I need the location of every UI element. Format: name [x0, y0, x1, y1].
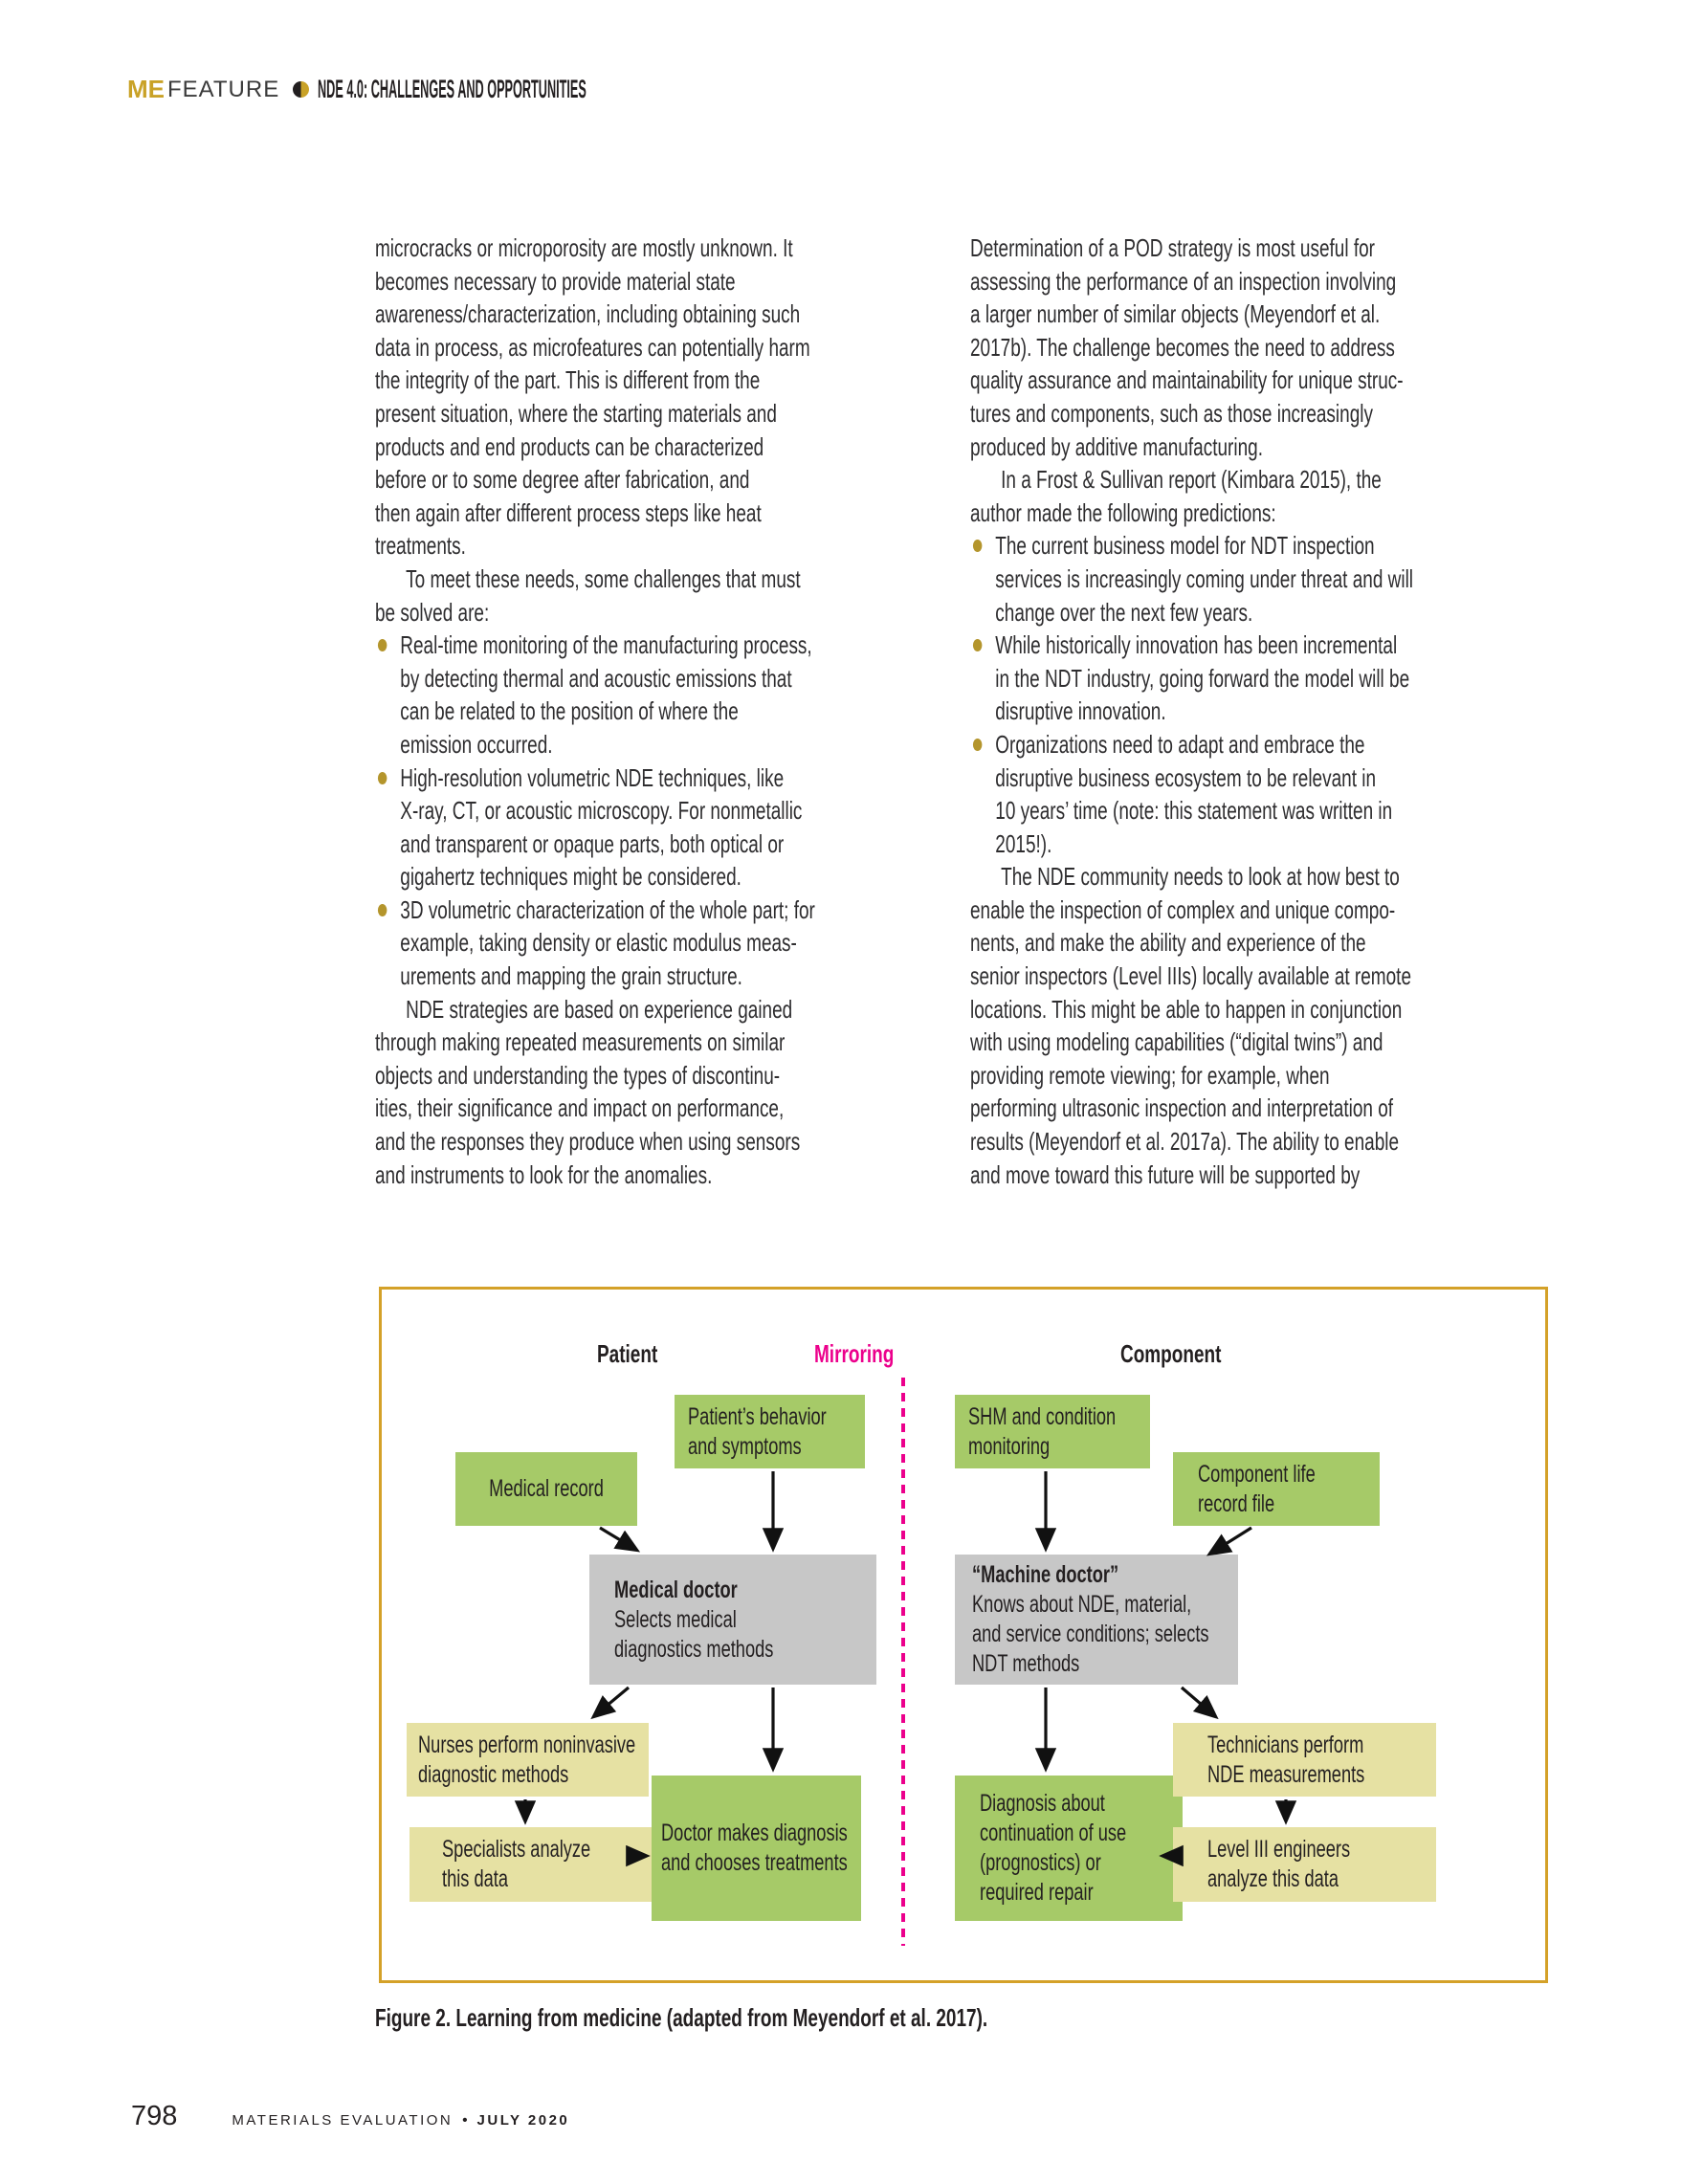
box-technicians	[1173, 1723, 1436, 1797]
half-circle-icon	[293, 81, 309, 98]
text-line: tures and components, such as those increasingly	[970, 398, 1373, 428]
bullet-item	[375, 893, 1045, 993]
paragraph	[970, 463, 1640, 529]
bullet-item	[970, 529, 1640, 629]
bullet-icon	[973, 739, 982, 751]
text-line: X-ray, CT, or acoustic microscopy. For nonmetallic	[400, 796, 803, 826]
text-line: with using modeling capabilities (“digital twins”) and	[970, 1027, 1383, 1057]
text-line: and transparent or opaque parts, both optical or	[400, 828, 785, 858]
text-line: quality assurance and maintainability for unique struc-	[970, 365, 1404, 395]
bullet-icon	[973, 540, 982, 552]
text-line: (prognostics) or	[980, 1849, 1101, 1876]
text-line: SHM and condition	[968, 1402, 1117, 1430]
text-line: senior inspectors (Level IIIs) locally available at remote	[970, 961, 1412, 991]
figure-caption: Figure 2. Learning from medicine (adapted from Meyendorf et al. 2017).	[375, 2003, 988, 2032]
text-line: becomes necessary to provide material state	[375, 266, 736, 296]
feature-logo-text: FEATURE	[167, 76, 280, 102]
box-prognosis-diagnosis	[955, 1776, 1183, 1921]
text-line: Technicians perform	[1207, 1731, 1364, 1758]
bullet-item	[970, 629, 1640, 728]
bullet-icon	[973, 639, 982, 651]
box-nurses	[407, 1723, 649, 1797]
box-shm-monitoring	[955, 1395, 1150, 1468]
text-line: through making repeated measurements on similar	[375, 1027, 786, 1057]
arrow	[600, 1528, 636, 1550]
text-line: be solved are:	[375, 597, 490, 627]
box-level-iii-engineers	[1173, 1827, 1436, 1902]
text-line: Selects medical	[614, 1605, 737, 1633]
text-line: nents, and make the ability and experience of the	[970, 928, 1366, 958]
text-line: Determination of a POD strategy is most useful for	[970, 233, 1376, 262]
box-medical-record	[455, 1452, 637, 1526]
text-line: example, taking density or elastic modulus meas-	[400, 928, 797, 958]
text-line: services is increasingly coming under threat and will	[995, 563, 1414, 593]
box-specialists	[409, 1827, 670, 1902]
text-line: data in process, as microfeatures can potentially harm	[375, 332, 810, 362]
text-line: can be related to the position of where the	[400, 696, 739, 726]
text-line: Knows about NDE, material,	[972, 1591, 1192, 1618]
text-line: ities, their significance and impact on performance,	[375, 1093, 785, 1123]
text-line: objects and understanding the types of discontinu-	[375, 1060, 781, 1090]
box-component-life-record	[1173, 1452, 1380, 1526]
paragraph	[970, 860, 1640, 1191]
bullet-item	[375, 761, 1045, 893]
text-line: record file	[1198, 1489, 1275, 1517]
box-doctor-diagnosis	[652, 1776, 861, 1921]
text-line: gigahertz techniques might be considered.	[400, 862, 741, 892]
text-line: Organizations need to adapt and embrace the	[995, 729, 1365, 759]
paragraph	[970, 232, 1640, 463]
text-line: In a Frost & Sullivan report (Kimbara 2015), the	[1001, 465, 1382, 495]
text-line: 3D volumetric characterization of the whole part; for	[400, 894, 815, 924]
text-line: products and end products can be characterized	[375, 431, 764, 461]
text-line: and move toward this future will be supported by	[970, 1159, 1361, 1189]
paragraph	[375, 563, 1045, 629]
page-number: 798	[131, 2101, 178, 2131]
text-line: and symptoms	[688, 1432, 802, 1460]
text-line: by detecting thermal and acoustic emissions that	[400, 663, 792, 693]
paragraph	[375, 232, 1045, 563]
text-line: required repair	[980, 1879, 1094, 1906]
footer-separator-dot: •	[462, 2112, 468, 2129]
box-title: Medical doctor	[614, 1576, 738, 1603]
text-line: in the NDT industry, going forward the model will be	[995, 663, 1410, 693]
text-line: and chooses treatments	[661, 1849, 848, 1876]
text-line: 2015!).	[995, 828, 1052, 858]
text-line: To meet these needs, some challenges that must	[406, 563, 801, 593]
text-line: treatments.	[375, 531, 466, 561]
text-line: then again after different process steps like heat	[375, 497, 762, 527]
text-line: and instruments to look for the anomalies.	[375, 1159, 713, 1189]
paragraph	[375, 993, 1045, 1192]
text-line: author made the following predictions:	[970, 497, 1276, 527]
text-line: and service conditions; selects	[972, 1621, 1209, 1647]
text-line: before or to some degree after fabrication, and	[375, 465, 750, 495]
text-line: produced by additive manufacturing.	[970, 431, 1263, 461]
text-line: continuation of use	[980, 1820, 1127, 1846]
text-line: present situation, where the starting materials and	[375, 398, 777, 428]
journal-name: MATERIALS EVALUATION	[232, 2112, 454, 2129]
text-line: Real-time monitoring of the manufacturing process,	[400, 630, 812, 660]
bullet-text	[400, 761, 1045, 893]
text-line: performing ultrasonic inspection and interpretation of	[970, 1093, 1394, 1123]
text-line: a larger number of similar objects (Meyendorf et al.	[970, 299, 1381, 329]
text-line: results (Meyendorf et al. 2017a). The ability to enable	[970, 1127, 1400, 1157]
page-footer	[131, 2101, 569, 2132]
text-line: analyze this data	[1207, 1865, 1339, 1892]
text-line: diagnostic methods	[418, 1760, 569, 1788]
column-label-mirroring: Mirroring	[814, 1339, 895, 1368]
right-column	[970, 232, 1640, 1191]
column-label-component: Component	[1120, 1339, 1222, 1368]
bullet-icon	[378, 904, 387, 916]
text-line: The current business model for NDT inspection	[995, 531, 1375, 561]
text-line: and the responses they produce when using sensors	[375, 1127, 801, 1157]
article-title: NDE 4.0: CHALLENGES AND OPPORTUNITIES	[318, 75, 587, 103]
text-line: awareness/characterization, including obtaining such	[375, 299, 801, 329]
text-line: 2017b). The challenge becomes the need to address	[970, 332, 1395, 362]
text-line: While historically innovation has been incremental	[995, 630, 1398, 660]
bullet-text	[995, 529, 1640, 629]
text-line: microcracks or microporosity are mostly unknown. It	[375, 233, 793, 262]
text-line: Nurses perform noninvasive	[418, 1731, 636, 1758]
text-line: Component life	[1198, 1460, 1316, 1488]
text-line: NDE strategies are based on experience gained	[406, 994, 793, 1024]
bullet-item	[375, 629, 1045, 761]
text-line: providing remote viewing; for example, when	[970, 1060, 1330, 1090]
arrow	[1210, 1528, 1251, 1554]
text-line: disruptive innovation.	[995, 696, 1166, 726]
text-line: NDE measurements	[1207, 1760, 1365, 1788]
text-line: locations. This might be able to happen in conjunction	[970, 994, 1403, 1024]
text-line: High-resolution volumetric NDE techniques, like	[400, 762, 785, 792]
box-medical-doctor	[589, 1555, 876, 1685]
text-line: Medical record	[489, 1475, 604, 1502]
left-column	[375, 232, 1045, 1191]
text-line: emission occurred.	[400, 729, 553, 759]
text-line: change over the next few years.	[995, 597, 1253, 627]
text-line: Patient’s behavior	[688, 1402, 827, 1430]
mirroring-dashed-line	[901, 1378, 905, 1946]
text-line: monitoring	[968, 1432, 1051, 1460]
text-line: enable the inspection of complex and unique compo-	[970, 894, 1396, 924]
bullet-text	[995, 728, 1640, 860]
box-patients-behavior	[675, 1395, 865, 1468]
box-title: “Machine doctor”	[972, 1561, 1119, 1588]
text-line: diagnostics methods	[614, 1635, 774, 1663]
text-line: disruptive business ecosystem to be relevant in	[995, 762, 1377, 792]
text-line: assessing the performance of an inspection involving	[970, 266, 1397, 296]
bullet-text	[400, 629, 1045, 761]
figure-2-diagram	[379, 1287, 1548, 1983]
box-machine-doctor	[955, 1555, 1238, 1685]
text-line: Specialists analyze	[442, 1836, 591, 1863]
text-line: urements and mapping the grain structure.	[400, 961, 742, 991]
arrow	[594, 1688, 629, 1716]
arrow	[1182, 1688, 1215, 1716]
text-line: NDT methods	[972, 1650, 1080, 1677]
bullet-icon	[378, 639, 387, 651]
bullet-text	[995, 629, 1640, 728]
issue-date: JULY 2020	[476, 2112, 570, 2129]
page-header	[127, 75, 890, 104]
text-line: Level III engineers	[1207, 1836, 1351, 1863]
column-label-patient: Patient	[597, 1339, 658, 1368]
text-line: Doctor makes diagnosis	[661, 1820, 848, 1846]
text-line: Diagnosis about	[980, 1790, 1105, 1817]
bullet-item	[970, 728, 1640, 860]
text-line: 10 years’ time (note: this statement was written in	[995, 796, 1393, 826]
text-line: the integrity of the part. This is different from the	[375, 365, 761, 395]
me-logo: ME	[127, 75, 165, 103]
text-line: The NDE community needs to look at how best to	[1001, 862, 1400, 892]
bullet-icon	[378, 772, 387, 784]
bullet-text	[400, 893, 1045, 993]
text-line: this data	[442, 1865, 508, 1892]
